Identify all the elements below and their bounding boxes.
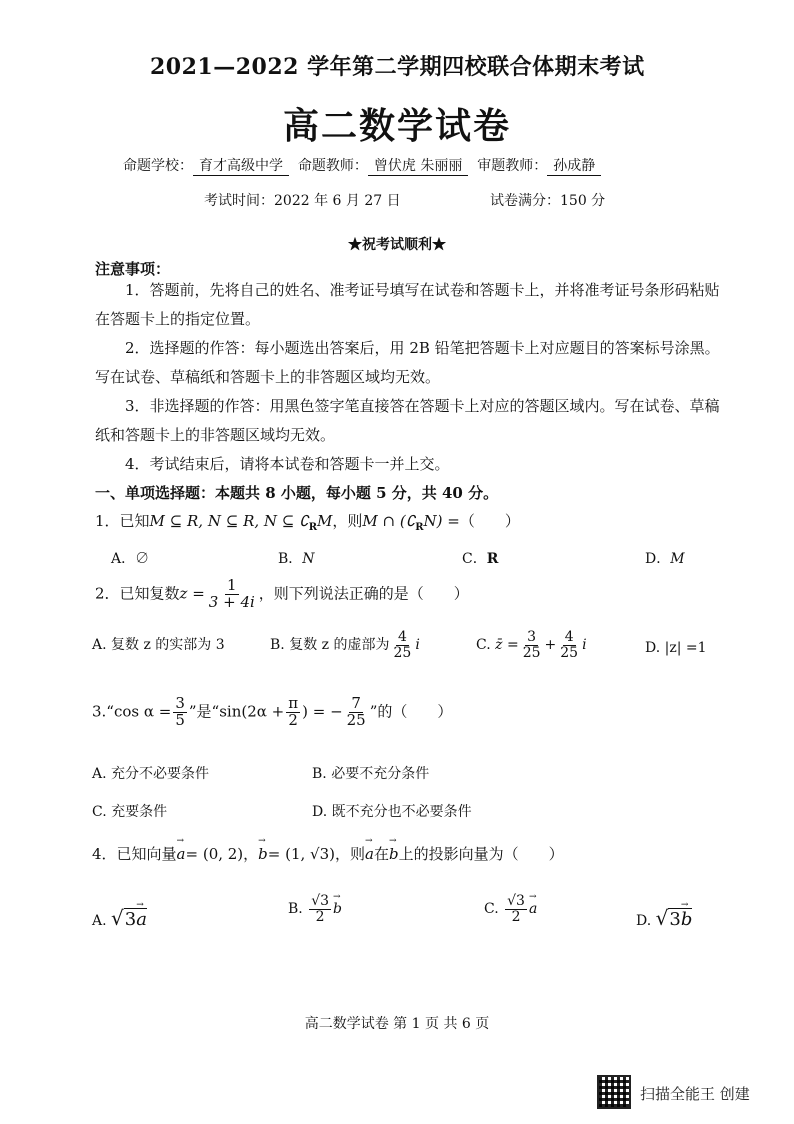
notes-heading: 注意事项： — [95, 260, 171, 278]
question-3: 3.“cos α = $\frac{3}{5}$ ”是“sin(2α + $\frac{\pi}{2}$ ) = − $\frac{7}{25}$ ”的（ ） — [92, 694, 453, 729]
q1-paren: （ ） — [459, 512, 520, 530]
q4-option-b: B. $\frac{√3}{2}$ → b — [288, 894, 342, 924]
q1-option-c: C．R — [462, 551, 499, 567]
q2-fraction: $\frac{1}{3 + 4i}$ — [208, 576, 255, 611]
blessing: ★祝考试顺利★ — [348, 237, 446, 253]
q2-option-d: D. |z| =1 — [645, 640, 707, 656]
q1-option-d: D．M — [645, 551, 685, 567]
q3-option-d: D. 既不充分也不必要条件 — [312, 804, 472, 820]
q1-option-b: B．N — [278, 551, 315, 567]
q3-option-a: A. 充分不必要条件 — [92, 766, 210, 782]
exam-title: 2021—2022 学年第二学期四校联合体期末考试 — [150, 54, 645, 80]
q1-expr: M ∩ (∁ — [362, 512, 416, 530]
q2-option-b: B. 复数 z 的虚部为 $\frac{4}{25}$ i — [270, 629, 420, 661]
author-line — [123, 155, 601, 176]
note-item-2: 2．选择题的作答：每小题选出答案后，用 2B 铅笔把答题卡上对应题目的答案标号涂黑。写在试卷、草稿纸和答题卡上的非答题区域均无效。 — [95, 339, 720, 386]
q2-option-c: C. z̄ = $\frac{3}{25}$ + $\frac{4}{25}$ i — [476, 629, 587, 661]
reviewer-value: 孙成静 — [547, 155, 601, 176]
question-4: 4．已知向量→ a= (0, 2)，→ b= (1, √3)，则→ a在→ b上的投影向量为（ ） — [92, 843, 564, 864]
q3-option-c: C. 充要条件 — [92, 804, 168, 820]
q1-set2: M — [317, 512, 333, 530]
score-value: 150 分 — [560, 193, 606, 209]
qr-code-icon — [597, 1075, 631, 1109]
section-heading: 一、单项选择题：本题共 8 小题，每小题 5 分，共 40 分。 — [95, 484, 499, 502]
school-label: 命题学校： — [123, 158, 193, 174]
q2-option-a: A. 复数 z 的实部为 3 — [92, 637, 225, 653]
page-footer: 高二数学试卷 第 1 页 共 6 页 — [304, 1016, 490, 1032]
q3-option-b: B. 必要不充分条件 — [312, 766, 430, 782]
q1-option-a: A．∅ — [111, 551, 150, 567]
teacher-label: 命题教师： — [297, 158, 368, 174]
scanner-watermark: 扫描全能王 创建 — [640, 1085, 750, 1103]
question-2: 2．已知复数z = $\frac{1}{3 + 4i}$ ，则下列说法正确的是（ ） — [95, 576, 469, 611]
question-1 — [95, 510, 520, 533]
note-item-4: 4．考试结束后，请将本试卷和答题卡一并上交。 — [125, 455, 450, 473]
q4-option-c: C. $\frac{√3}{2}$ → a — [484, 894, 537, 924]
q1-prefix: 1．已知 — [95, 512, 150, 530]
q4-option-d: D. √3→ b — [636, 906, 692, 930]
exam-time — [204, 190, 401, 210]
subject-title: 高二数学试卷 — [282, 105, 511, 147]
q4-option-a: A. √3→ a — [92, 906, 147, 930]
score-label: 试卷满分： — [490, 193, 560, 209]
full-score — [490, 190, 605, 210]
reviewer-label: 审题教师： — [477, 158, 548, 174]
teacher-value: 曾伏虎 朱丽丽 — [368, 155, 468, 176]
note-item-1: 1．答题前，先将自己的姓名、准考证号填写在试卷和答题卡上，并将准考证号条形码粘贴在答题卡上的指定位置。 — [95, 281, 720, 328]
q1-sub: R — [308, 522, 317, 533]
q1-sub2: R — [415, 522, 424, 533]
school-value: 育才高级中学 — [193, 155, 289, 176]
time-label: 考试时间： — [204, 193, 274, 209]
q1-expr2: N) = — [423, 512, 460, 530]
time-value: 2022 年 6 月 27 日 — [274, 193, 401, 209]
q1-mid: ，则 — [332, 512, 363, 530]
note-item-3: 3．非选择题的作答：用黑色签字笔直接答在答题卡上对应的答题区域内。写在试卷、草稿纸和答题卡上的非答题区域均无效。 — [95, 397, 720, 444]
q1-set: M ⊆ R, N ⊆ R, N ⊆ ∁ — [149, 512, 309, 530]
